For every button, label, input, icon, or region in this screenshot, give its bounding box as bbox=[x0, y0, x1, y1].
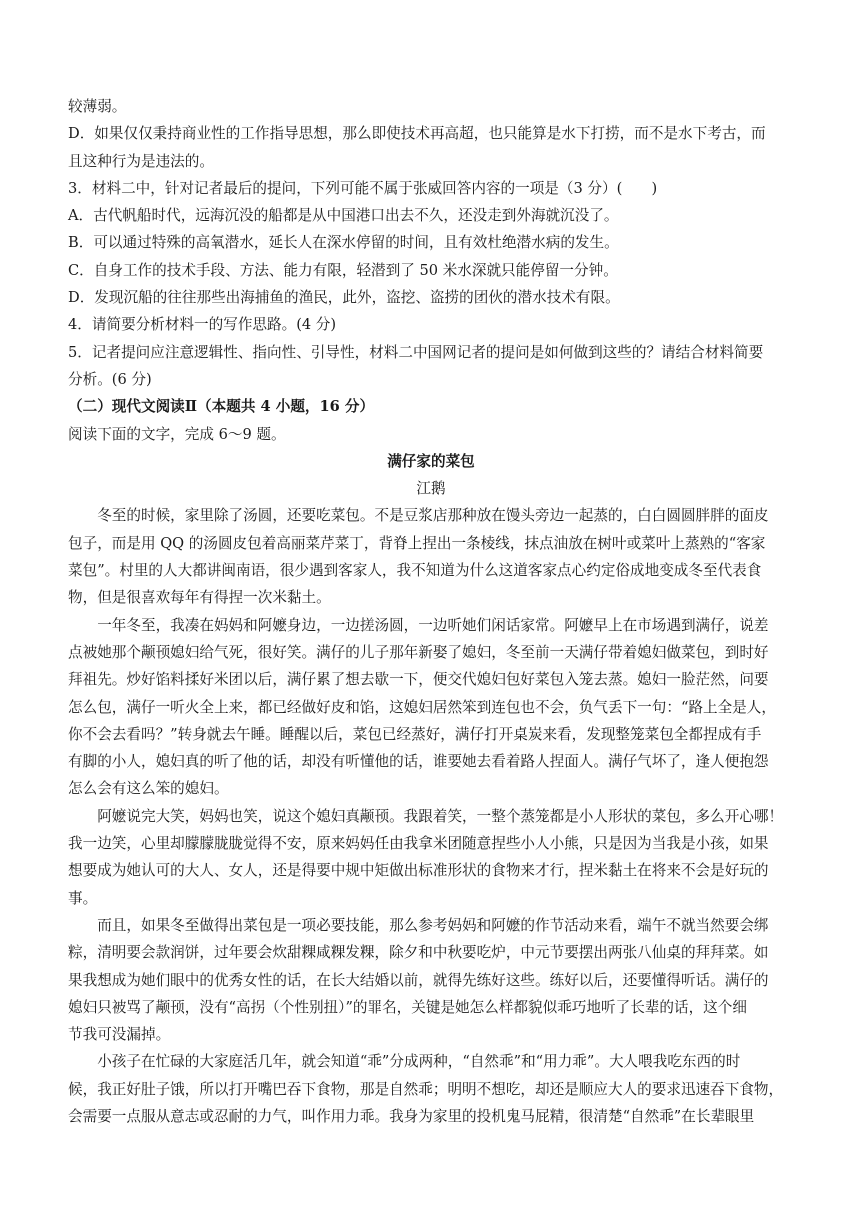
text-line: 而且，如果冬至做得出菜包是一项必要技能，那么参考妈妈和阿嬷的作节活动来看，端午不就当然要会绑 bbox=[97, 916, 769, 934]
paragraph-1 bbox=[68, 502, 794, 611]
text-line: D．如果仅仅秉持商业性的工作指导思想，那么即使技术再高超，也只能算是水下打捞，而不是水下考古，而 bbox=[68, 125, 766, 143]
text-line: 且这种行为是违法的。 bbox=[68, 152, 214, 170]
text-line: 阿嬷说完大笑，妈妈也笑，说这个媳妇真颟顸。我跟着笑，一整个蒸笼都是小人形状的菜包，多么开心哪！ bbox=[97, 807, 784, 825]
text-line: 想要成为她认可的大人、女人，还是得要中规中矩做出标准形状的食物来才行，捏米黏土在将来不会是好玩的 bbox=[68, 862, 769, 880]
article-body bbox=[68, 502, 794, 1130]
text-line: 较薄弱。 bbox=[68, 98, 127, 115]
reading-instruction: 阅读下面的文字，完成 6～9 题。 bbox=[68, 425, 286, 443]
option-a: A．古代帆船时代，远海沉没的船都是从中国港口出去不久，还没走到外海就沉没了。 bbox=[68, 207, 619, 225]
text-line: 物，但是很喜欢每年有得捏一次米黏土。 bbox=[68, 589, 331, 607]
text-line: 菜包”。村里的人大都讲闽南语，很少遇到客家人，我不知道为什么这道客家点心约定俗成地变成冬至代表食 bbox=[68, 562, 762, 580]
text-line: 小孩子在忙碌的大家庭活几年，就会知道“乖”分成两种，“自然乖”和“用力乖”。大人喂我吃东西的时 bbox=[97, 1053, 741, 1071]
text-line: 候，我正好肚子饿，所以打开嘴巴吞下食物，那是自然乖；明明不想吃，却还是顺应大人的要求迅速吞下食物， bbox=[68, 1080, 784, 1098]
text-line: 点被她那个颟顸媳妇给气死，很好笑。满仔的儿子那年新娶了媳妇，冬至前一天满仔带着媳妇做菜包，到时好 bbox=[68, 643, 769, 661]
text-line: 会需要一点服从意志或忍耐的力气，叫作用力乖。我身为家里的投机鬼马屁精，很清楚“自然乖”在长辈眼里 bbox=[68, 1107, 755, 1125]
question-4: 4．请简要分析材料一的写作思路。(4 分) bbox=[68, 316, 337, 334]
article-author: 江鹅 bbox=[416, 480, 446, 498]
question-block-top bbox=[68, 93, 794, 393]
paragraph-5 bbox=[68, 1048, 794, 1130]
option-b: B．可以通过特殊的高氧潜水，延长人在深水停留的时间，且有效杜绝潜水病的发生。 bbox=[68, 234, 619, 252]
article-title: 满仔家的菜包 bbox=[387, 452, 475, 470]
text-line: 你不会去看吗？”转身就去午睡。睡醒以后，菜包已经蒸好，满仔打开桌炭来看，发现整笼菜包全都捏成有手 bbox=[68, 725, 762, 743]
text-line: 果我想成为她们眼中的优秀女性的话，在长大结婚以前，就得先练好这些。练好以后，还要懂得听话。满仔的 bbox=[68, 971, 769, 989]
text-line: 粽，清明要会款润饼，过年要会炊甜粿咸粿发粿，除夕和中秋要吃炉，中元节要摆出两张八仙桌的拜拜菜。如 bbox=[68, 944, 769, 962]
text-line: 节我可没漏掉。 bbox=[68, 1026, 171, 1044]
text-line: 我一边笑，心里却朦朦胧胧觉得不安，原来妈妈任由我拿米团随意捏些小人小熊，只是因为当我是小孩，如果 bbox=[68, 835, 769, 853]
text-line: 分析。(6 分) bbox=[68, 370, 152, 388]
option-d: D．发现沉船的往往那些出海捕鱼的渔民，此外，盗挖、盗捞的团伙的潜水技术有限。 bbox=[68, 289, 620, 307]
question-5: 5．记者提问应注意逻辑性、指向性、引导性，材料二中国网记者的提问是如何做到这些的？请结合材料简要 bbox=[68, 343, 764, 361]
section-heading: （二）现代文阅读Ⅱ（本题共 4 小题，16 分） bbox=[68, 398, 375, 416]
option-c: C．自身工作的技术手段、方法、能力有限，轻潜到了 50 米水深就只能停留一分钟。 bbox=[68, 261, 618, 279]
text-line: 冬至的时候，家里除了汤圆，还要吃菜包。不是豆浆店那种放在馒头旁边一起蒸的，白白圆圆胖胖的面皮 bbox=[97, 507, 769, 525]
text-line: 媳妇只被骂了颟顸，没有“高拐（个性别扭）”的罪名，关键是她怎么样都貌似乖巧地听了长辈的话，这个细 bbox=[68, 998, 747, 1016]
text-line: 拜祖先。炒好馅料揉好米团以后，满仔累了想去歇一下，便交代媳妇包好菜包入笼去蒸。媳妇一脸茫然，问要 bbox=[68, 671, 769, 689]
paragraph-3 bbox=[68, 803, 794, 912]
text-line: 一年冬至，我凑在妈妈和阿嬷身边，一边搓汤圆，一边听她们闲话家常。阿嬷早上在市场遇到满仔，说差 bbox=[97, 616, 769, 634]
question-3: 3．材料二中，针对记者最后的提问，下列可能不属于张威回答内容的一项是（3 分）( ) bbox=[68, 179, 658, 197]
text-line: 事。 bbox=[68, 889, 98, 907]
text-line: 包子，而是用 QQ 的汤圆皮包着高丽菜芹菜丁，背脊上捏出一条棱线，抹点油放在树叶或菜叶上蒸熟的“客家 bbox=[68, 534, 766, 552]
paragraph-4 bbox=[68, 912, 794, 1048]
text-line: 怎么会有这么笨的媳妇。 bbox=[68, 780, 229, 798]
paragraph-2 bbox=[68, 612, 794, 803]
text-line: 怎么包，满仔一听火全上来，都已经做好皮和馅，这媳妇居然笨到连包也不会，负气丢下一句：“路上全是人， bbox=[68, 698, 776, 716]
text-line: 有脚的小人，媳妇真的听了他的话，却没有听懂他的话，谁要她去看着路人捏面人。满仔气坏了，逢人便抱怨 bbox=[68, 753, 769, 771]
